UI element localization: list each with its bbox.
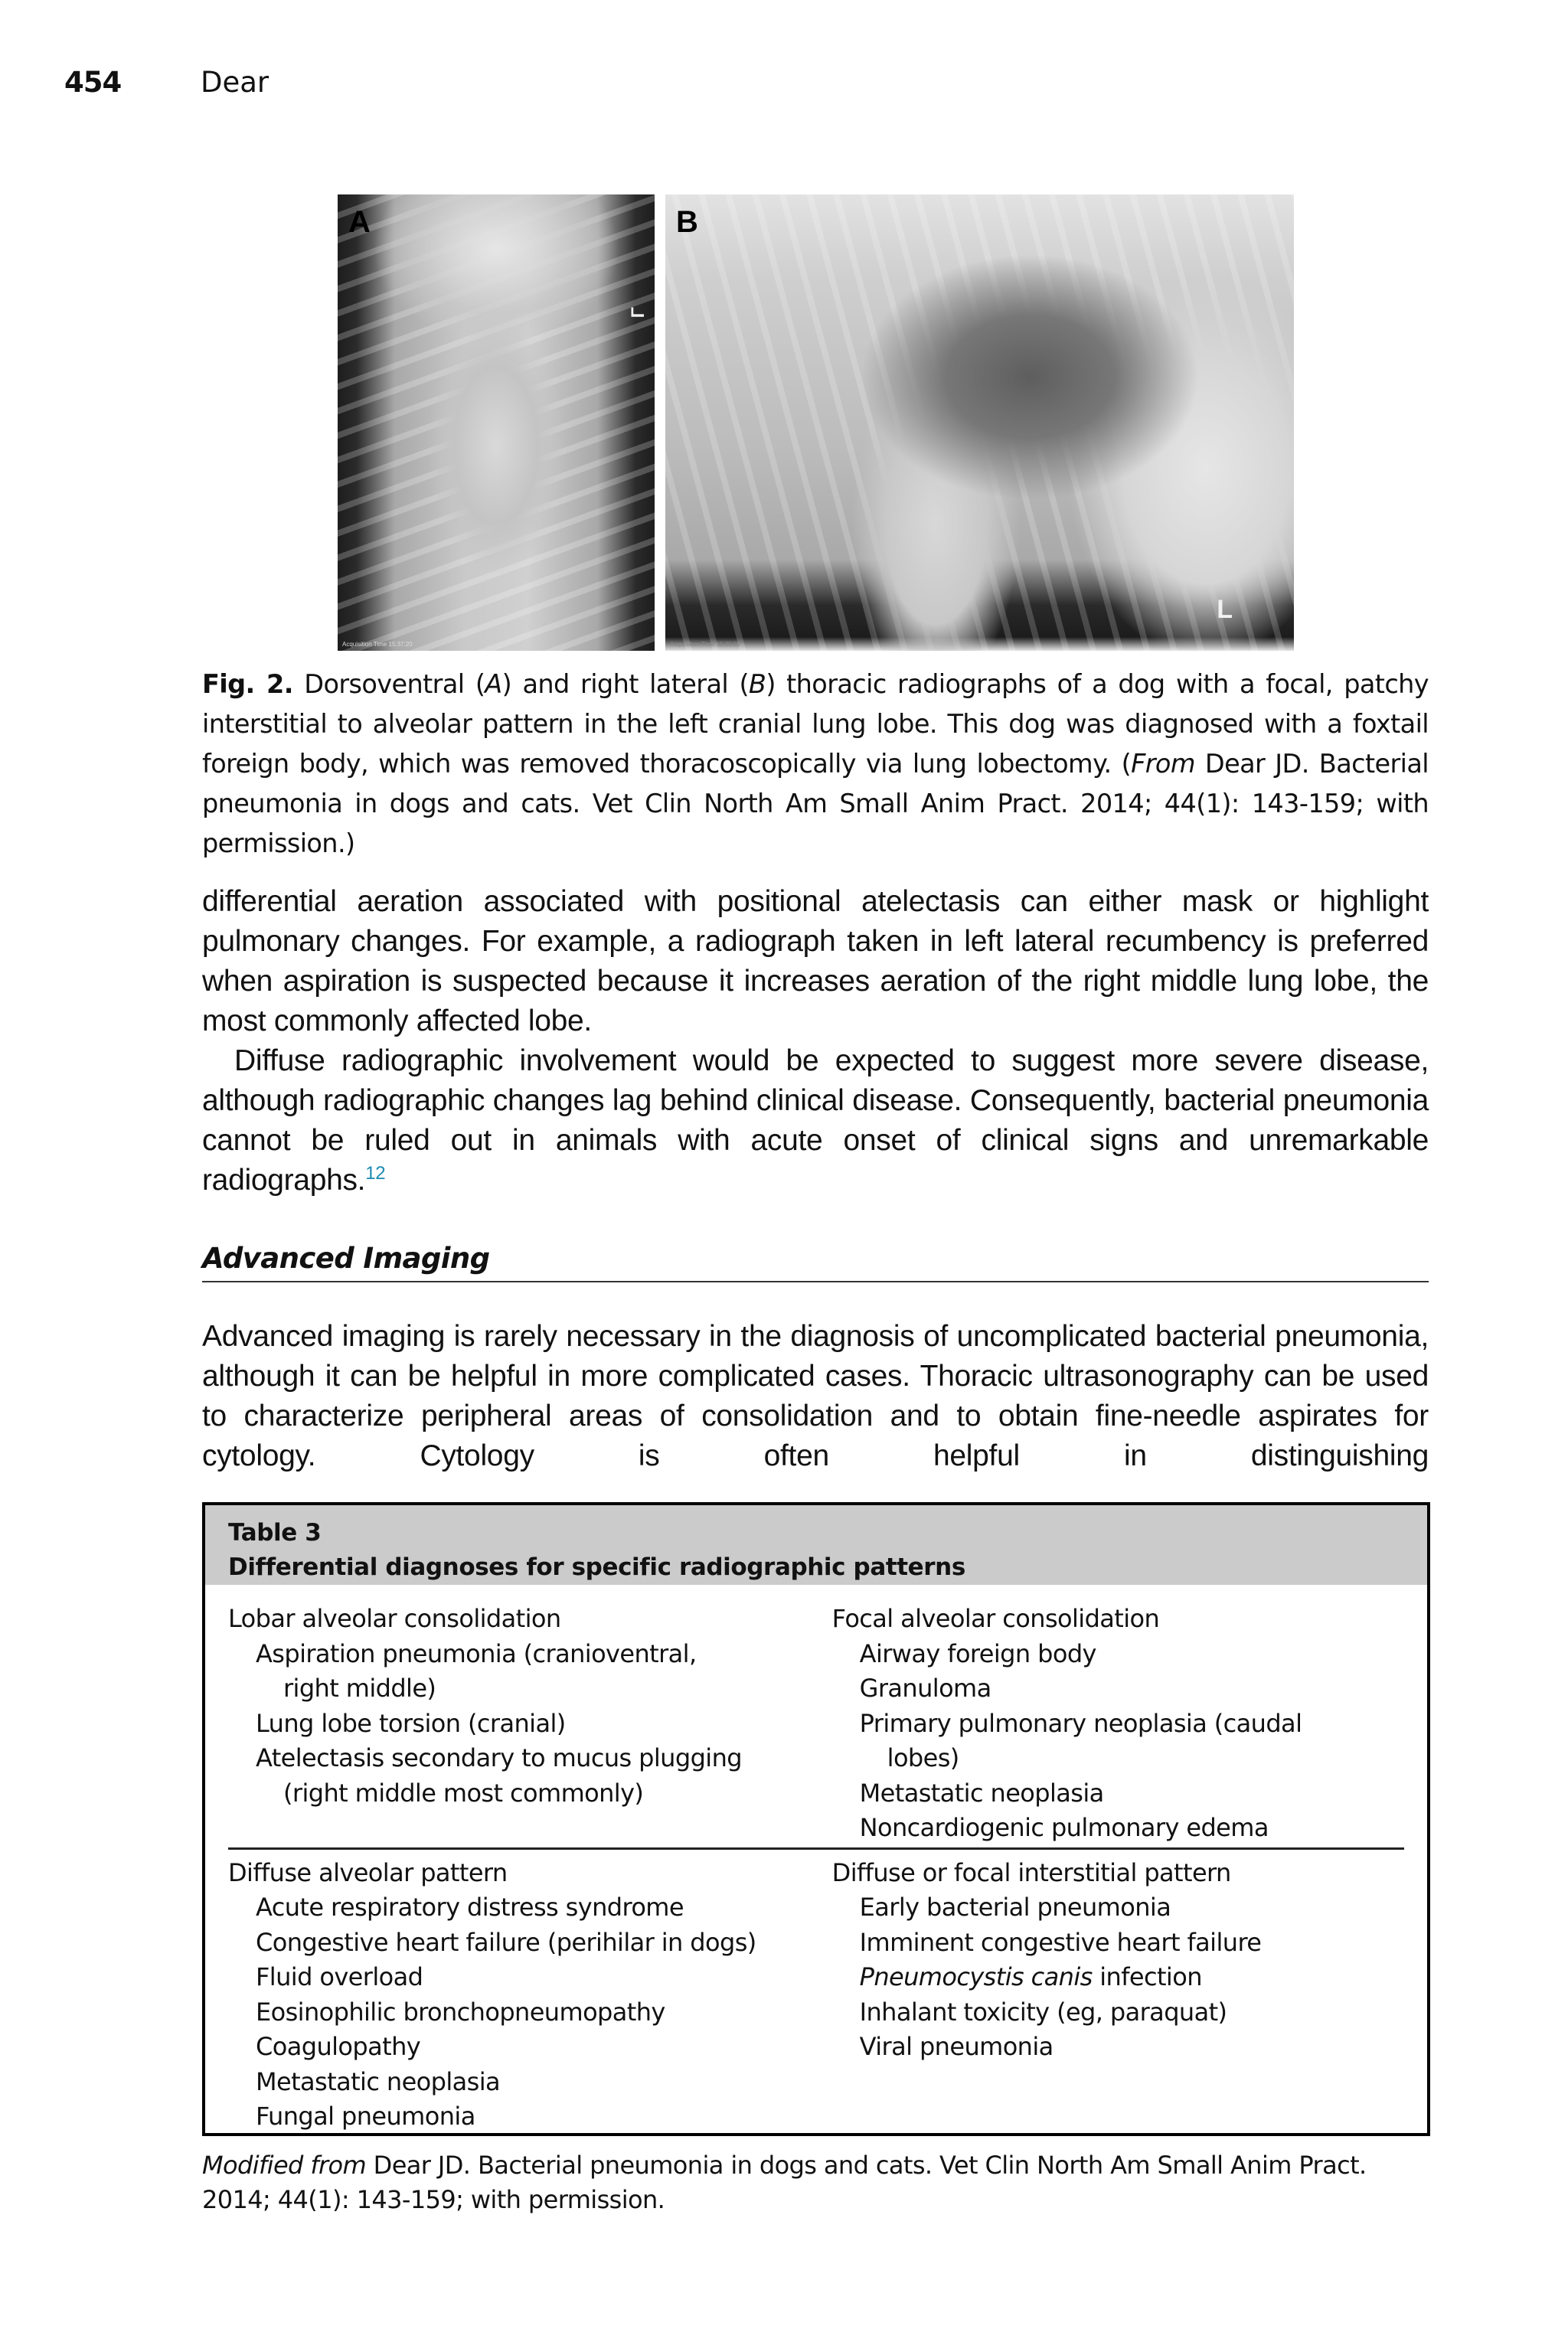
- figure-caption: [202, 665, 1429, 864]
- caption-panel-ref: B: [748, 669, 766, 699]
- row-divider: [228, 1847, 1404, 1850]
- acquisition-time: Acquisition Time 15:37:20: [342, 641, 413, 648]
- list-item: Metastatic neoplasia: [859, 1778, 1104, 1808]
- body-paragraph: Advanced imaging is rarely necessary in the diagnosis of uncomplicated bacterial pneumonia, although it can be helpful in more complicated cases. Thoracic ultrasonography can be used to characterize peripheral areas of consolidation and to obtain fine-needle aspirates for cytology. Cytology is often helpful in distinguishing: [202, 1320, 1429, 1472]
- caption-text: Dorsoventral (: [292, 669, 485, 699]
- item-text-continued: (right middle most commonly): [283, 1778, 644, 1808]
- table-row: [228, 1856, 1404, 2135]
- table-cell-diffuse-alveolar: [228, 1856, 832, 2135]
- caption-text: ) thoracic radiographs of a dog with a focal, patchy interstitial to alveolar pattern in the left cranial lung lobe. This dog was diagnosed with a foxtail foreign body, which was removed thoracoscopically via lung lobectomy. (: [202, 669, 1429, 779]
- list-item: Acute respiratory distress syndrome: [256, 1893, 684, 1922]
- acquisition-time: Acquisition Time 15:35:06: [670, 641, 740, 648]
- table-header: [205, 1505, 1427, 1585]
- list-item: Viral pneumonia: [859, 2032, 1054, 2061]
- radiograph-panel-b: [665, 194, 1294, 651]
- footnote-citation: Dear JD. Bacterial pneumonia in dogs and cats. Vet Clin North Am Small Anim Pract. 2014; 44(1): 143-159; with permission.: [202, 2151, 1367, 2214]
- item-text: Primary pulmonary neoplasia (caudal: [859, 1708, 1302, 1738]
- item-text-continued: right middle): [283, 1674, 436, 1703]
- paragraph-text: Diffuse radiographic involvement would be expected to suggest more severe disease, although radiographic changes lag behind clinical disease. Consequently, bacterial pneumonia cannot be ruled out in animals with acute onset of clinical signs and unremarkable radiographs.: [202, 1044, 1429, 1197]
- caption-citation: Dear JD. Bacterial pneumonia in dogs and cats. Vet Clin North Am Small Anim Pract. 2014; 44(1): 143-159; with permission.): [202, 749, 1429, 858]
- footnote-source-label: Modified from: [202, 2151, 367, 2180]
- list-item: Noncardiogenic pulmonary edema: [859, 1813, 1269, 1842]
- caption-panel-ref: A: [485, 669, 502, 699]
- table-title: Differential diagnoses for specific radiographic patterns: [228, 1553, 965, 1581]
- figure-label: Fig. 2.: [202, 669, 293, 699]
- list-item: Airway foreign body: [859, 1638, 1096, 1668]
- list-item: Fungal pneumonia: [256, 2102, 475, 2131]
- list-item: Granuloma: [859, 1674, 991, 1703]
- body-paragraph: differential aeration associated with positional atelectasis can either mask or highlight pulmonary changes. For example, a radiograph taken in left lateral recumbency is preferred when aspiration is suspected because it increases aeration of the right middle lung lobe, the most commonly affected lobe.: [202, 885, 1429, 1037]
- item-text: Atelectasis secondary to mucus plugging: [256, 1743, 742, 1772]
- list-item: Imminent congestive heart failure: [859, 1927, 1262, 1957]
- species-name: Pneumocystis canis: [859, 1962, 1093, 1991]
- list-item: Congestive heart failure (perihilar in dogs): [256, 1927, 756, 1957]
- item-text: infection: [1092, 1962, 1202, 1991]
- list-item: Early bacterial pneumonia: [859, 1893, 1171, 1922]
- category-heading: Lobar alveolar consolidation: [228, 1604, 561, 1633]
- category-heading: Focal alveolar consolidation: [831, 1604, 1160, 1633]
- caption-source-label: From: [1131, 749, 1195, 779]
- list-item: Fluid overload: [256, 1962, 423, 1991]
- table-footnote: [202, 2148, 1429, 2217]
- figure-2: [338, 194, 1294, 651]
- running-head-author: Dear: [201, 66, 270, 99]
- caption-text: ) and right lateral (: [501, 669, 749, 699]
- list-item: Inhalant toxicity (eg, paraquat): [859, 1997, 1227, 2027]
- table-cell-interstitial: [832, 1856, 1404, 2135]
- table-3: [202, 1502, 1430, 2136]
- list-item: [832, 1960, 1404, 1995]
- list-item: Coagulopathy: [256, 2032, 421, 2061]
- item-text-continued: lobes): [887, 1743, 959, 1772]
- panel-label-a: A: [348, 205, 371, 239]
- table-row: [228, 1602, 1404, 1846]
- radiograph-panel-a: [338, 194, 655, 651]
- reference-link[interactable]: 12: [365, 1163, 386, 1184]
- list-item: [228, 1741, 832, 1811]
- item-text: Aspiration pneumonia (cranioventral,: [256, 1638, 697, 1668]
- list-item: Eosinophilic bronchopneumopathy: [256, 1997, 665, 2027]
- table-number: Table 3: [228, 1519, 322, 1547]
- table-body: [205, 1585, 1427, 2135]
- list-item: [832, 1707, 1404, 1776]
- table-cell-focal-alveolar: [832, 1602, 1404, 1846]
- list-item: [228, 1637, 832, 1707]
- page-number: 454: [64, 66, 122, 99]
- left-side-marker: L: [626, 306, 648, 318]
- category-heading: Diffuse or focal interstitial pattern: [831, 1857, 1231, 1887]
- panel-label-b: B: [676, 205, 698, 239]
- running-head: [64, 66, 269, 104]
- category-heading: Diffuse alveolar pattern: [228, 1857, 508, 1887]
- body-paragraph: [202, 1041, 1429, 1200]
- table-cell-lobar-alveolar: [228, 1602, 832, 1846]
- list-item: Lung lobe torsion (cranial): [256, 1708, 566, 1738]
- left-side-marker: L: [1217, 595, 1233, 624]
- section-heading: Advanced Imaging: [202, 1242, 1429, 1282]
- list-item: Metastatic neoplasia: [256, 2066, 501, 2096]
